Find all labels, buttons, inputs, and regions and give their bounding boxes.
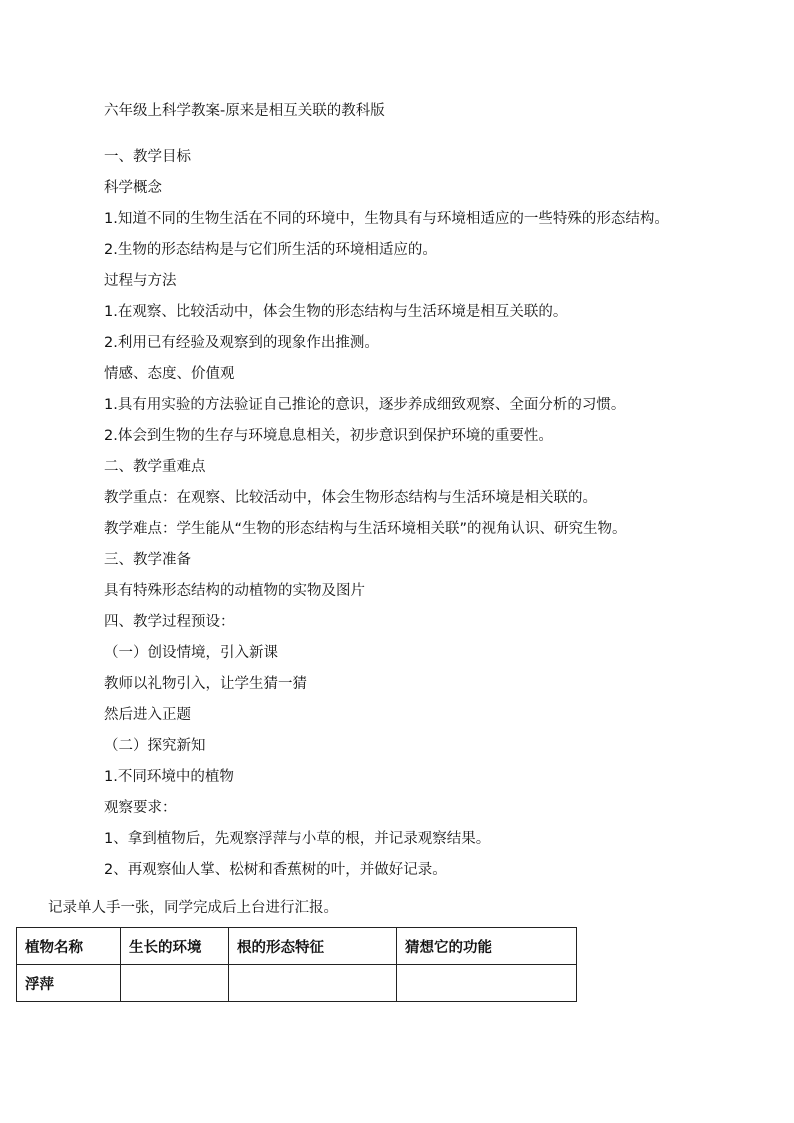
table-cell <box>121 965 229 1002</box>
table-header-cell: 生长的环境 <box>121 928 229 965</box>
text-line: 1.知道不同的生物生活在不同的环境中，生物具有与环境相适应的一些特殊的形态结构。 <box>104 211 669 227</box>
text-line: 观察要求： <box>104 800 177 816</box>
text-line: 教学重点：在观察、比较活动中，体会生物形态结构与生活环境是相关联的。 <box>104 490 597 506</box>
table-header-cell: 根的形态特征 <box>229 928 397 965</box>
subsection-heading: （一）创设情境，引入新课 <box>104 645 278 661</box>
section-heading: 四、教学过程预设： <box>104 614 235 630</box>
record-table <box>16 927 577 1002</box>
section-heading: 三、教学准备 <box>104 552 191 568</box>
subsection-heading: 情感、态度、价值观 <box>104 366 235 382</box>
text-line: 1.不同环境中的植物 <box>104 769 234 785</box>
subsection-heading: 科学概念 <box>104 180 162 196</box>
section-heading: 二、教学重难点 <box>104 459 206 475</box>
text-line: 具有特殊形态结构的动植物的实物及图片 <box>104 583 365 599</box>
section-heading: 一、教学目标 <box>104 149 191 165</box>
text-line: 1、拿到植物后，先观察浮萍与小草的根，并记录观察结果。 <box>104 831 491 847</box>
table-header-cell: 猜想它的功能 <box>397 928 577 965</box>
table-row <box>17 965 577 1002</box>
text-line: 1.具有用实验的方法验证自己推论的意识，逐步养成细致观察、全面分析的习惯。 <box>104 397 626 413</box>
table-header-cell: 植物名称 <box>17 928 121 965</box>
subsection-heading: （二）探究新知 <box>104 738 206 754</box>
document-title: 六年级上科学教案-原来是相互关联的教科版 <box>104 103 385 119</box>
text-line: 2.生物的形态结构是与它们所生活的环境相适应的。 <box>104 242 437 258</box>
text-line: 教学难点：学生能从“生物的形态结构与生活环境相关联”的视角认识、研究生物。 <box>104 521 627 537</box>
subsection-heading: 过程与方法 <box>104 273 177 289</box>
table-cell <box>229 965 397 1002</box>
text-line: 然后进入正题 <box>104 707 191 723</box>
table-header-row <box>17 928 577 965</box>
text-line: 2.利用已有经验及观察到的现象作出推测。 <box>104 335 379 351</box>
text-line: 2.体会到生物的生存与环境息息相关，初步意识到保护环境的重要性。 <box>104 428 553 444</box>
record-note: 记录单人手一张，同学完成后上台进行汇报。 <box>48 900 338 916</box>
text-line: 教师以礼物引入，让学生猜一猜 <box>104 676 307 692</box>
table-cell <box>397 965 577 1002</box>
text-line: 2、再观察仙人掌、松树和香蕉树的叶，并做好记录。 <box>104 862 447 878</box>
table-cell: 浮萍 <box>17 965 121 1002</box>
text-line: 1.在观察、比较活动中，体会生物的形态结构与生活环境是相互关联的。 <box>104 304 568 320</box>
